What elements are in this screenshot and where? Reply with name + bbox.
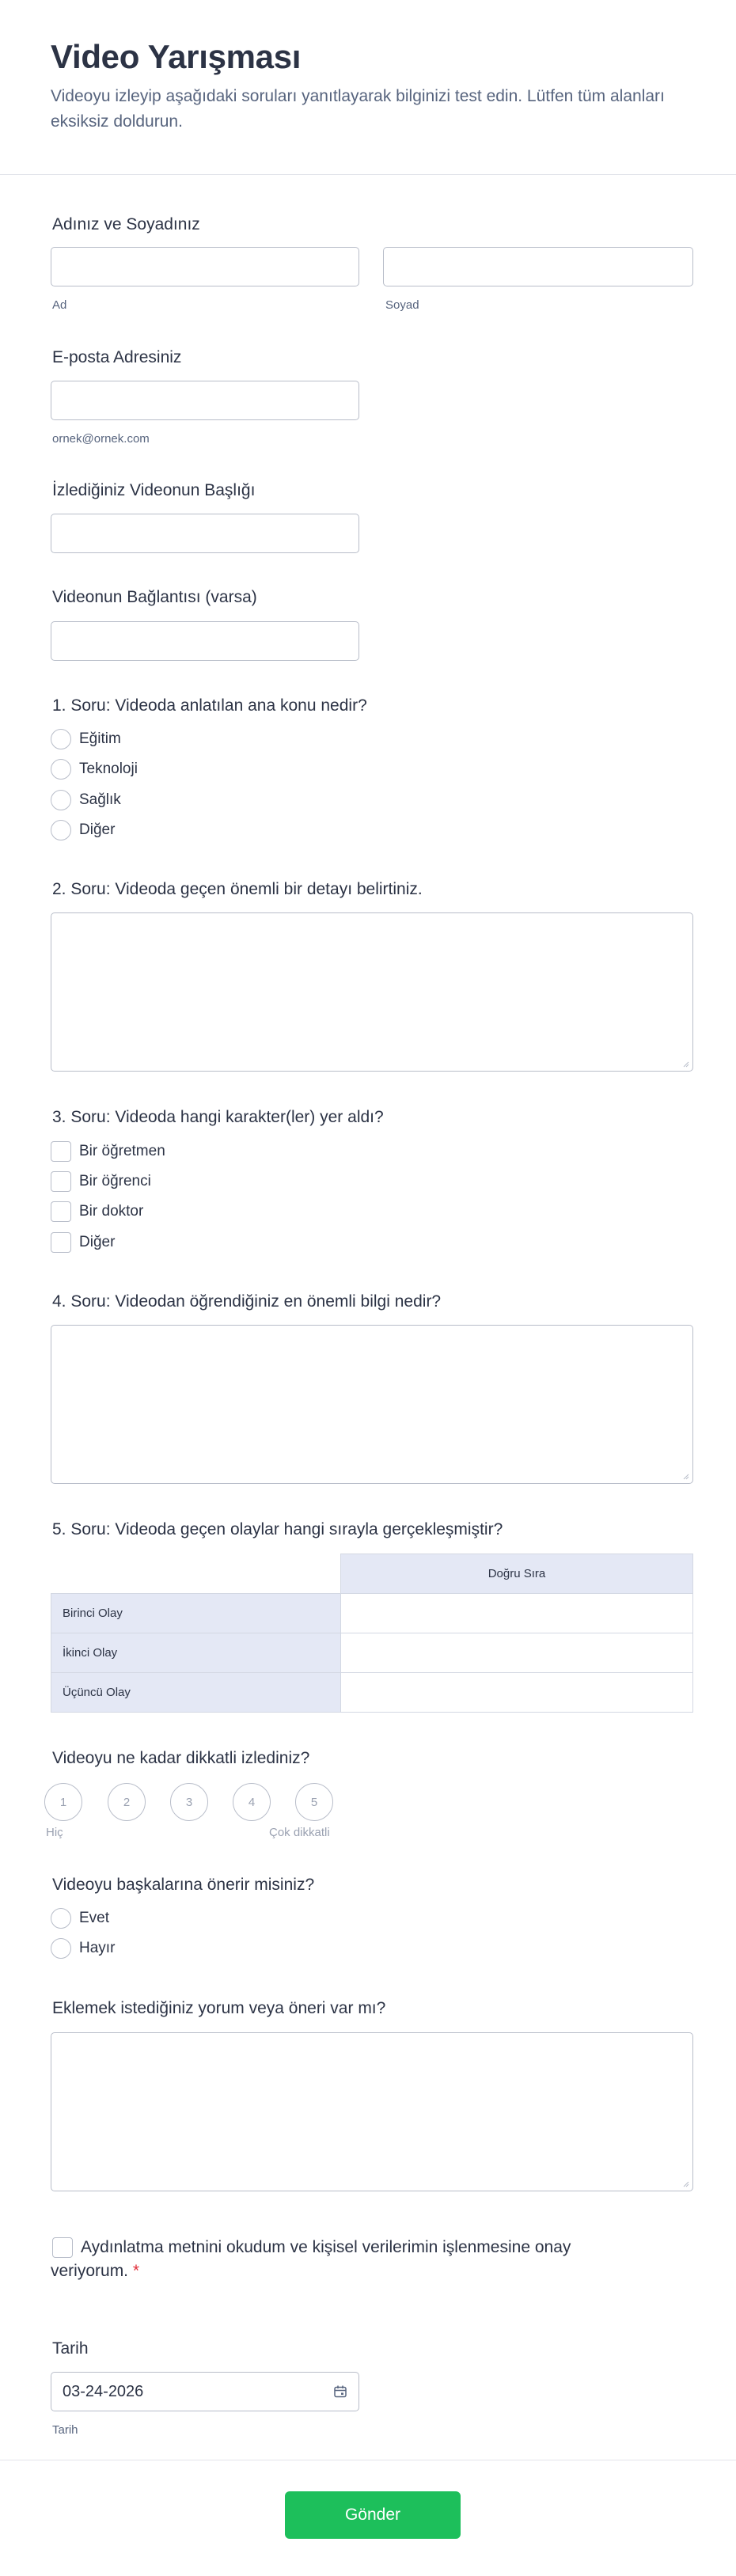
- last-name-input[interactable]: [383, 247, 693, 286]
- matrix-row-label: Üçüncü Olay: [51, 1673, 341, 1713]
- q3-label: 3. Soru: Videoda hangi karakter(ler) yer aldı?: [52, 1108, 384, 1126]
- q3-option[interactable]: [51, 1201, 143, 1222]
- q1-option-label: Eğitim: [79, 730, 121, 747]
- email-label: E-posta Adresiniz: [52, 348, 182, 366]
- matrix-row-label: İkinci Olay: [51, 1633, 341, 1673]
- video-link-label: Videonun Bağlantısı (varsa): [52, 588, 257, 606]
- first-name-input[interactable]: [51, 247, 359, 286]
- q3-option[interactable]: [51, 1171, 151, 1192]
- matrix-input-cell[interactable]: [341, 1633, 693, 1673]
- resize-grip-icon[interactable]: [681, 1060, 689, 1068]
- checkbox[interactable]: [51, 1141, 71, 1162]
- first-name-sublabel: Ad: [52, 298, 67, 312]
- consent-text: Aydınlatma metnini okudum ve kişisel verilerimin işlenmesine onay veriyorum.: [51, 2238, 571, 2280]
- q1-option[interactable]: [51, 729, 121, 749]
- email-sublabel: ornek@ornek.com: [52, 432, 150, 446]
- last-name-sublabel: Soyad: [385, 298, 419, 312]
- radio-button[interactable]: [51, 820, 71, 840]
- name-label: Adınız ve Soyadınız: [52, 215, 200, 233]
- resize-grip-icon[interactable]: [681, 1472, 689, 1480]
- comments-textarea[interactable]: [51, 2032, 693, 2191]
- header-divider: [0, 174, 736, 175]
- recommend-label: Videoyu başkalarına önerir misiniz?: [52, 1876, 315, 1894]
- matrix-corner: [51, 1554, 341, 1594]
- q3-option[interactable]: [51, 1232, 115, 1253]
- matrix-column-header: Doğru Sıra: [341, 1554, 693, 1594]
- q1-option[interactable]: [51, 790, 121, 810]
- email-input[interactable]: [51, 381, 359, 420]
- radio-button[interactable]: [51, 729, 71, 749]
- q1-option[interactable]: [51, 820, 115, 840]
- scale-option[interactable]: 3: [170, 1783, 208, 1821]
- scale-option[interactable]: 1: [44, 1783, 82, 1821]
- resize-grip-icon[interactable]: [681, 2180, 689, 2187]
- matrix-input-cell[interactable]: [341, 1673, 693, 1713]
- attention-label: Videoyu ne kadar dikkatli izlediniz?: [52, 1749, 310, 1767]
- checkbox[interactable]: [51, 1171, 71, 1192]
- radio-button[interactable]: [51, 1938, 71, 1959]
- radio-button[interactable]: [51, 790, 71, 810]
- submit-button[interactable]: Gönder: [285, 2491, 461, 2539]
- date-label: Tarih: [52, 2339, 89, 2358]
- q1-option-label: Diğer: [79, 821, 116, 838]
- radio-button[interactable]: [51, 759, 71, 780]
- q1-option-label: Teknoloji: [79, 761, 138, 777]
- q2-label: 2. Soru: Videoda geçen önemli bir detayı belirtiniz.: [52, 880, 423, 898]
- scale-option[interactable]: 5: [295, 1783, 333, 1821]
- q4-textarea[interactable]: [51, 1325, 693, 1484]
- q5-matrix: [51, 1554, 693, 1713]
- scale-option[interactable]: 4: [233, 1783, 271, 1821]
- recommend-option[interactable]: [51, 1938, 115, 1959]
- matrix-row-label: Birinci Olay: [51, 1594, 341, 1633]
- comments-label: Eklemek istediğiniz yorum veya öneri var mı?: [52, 1999, 386, 2017]
- q2-textarea[interactable]: [51, 912, 693, 1072]
- scale-max-label: Çok dikkatli: [269, 1826, 330, 1839]
- date-value: 03-24-2026: [63, 2382, 144, 2400]
- radio-button[interactable]: [51, 1908, 71, 1929]
- recommend-option-label: Hayır: [79, 1940, 116, 1956]
- form-title: Video Yarışması: [51, 38, 302, 75]
- calendar-icon[interactable]: [333, 2384, 347, 2399]
- q3-option-label: Bir öğrenci: [79, 1173, 151, 1189]
- q5-label: 5. Soru: Videoda geçen olaylar hangi sırayla gerçekleşmiştir?: [52, 1520, 503, 1538]
- form-subtitle: Videoyu izleyip aşağıdaki soruları yanıtlayarak bilginizi test edin. Lütfen tüm alanları eksiksiz doldurun.: [51, 87, 665, 131]
- matrix-input-cell[interactable]: [341, 1594, 693, 1633]
- q1-option-label: Sağlık: [79, 791, 121, 808]
- scale-min-label: Hiç: [46, 1826, 63, 1839]
- q1-label: 1. Soru: Videoda anlatılan ana konu nedir?: [52, 696, 367, 715]
- consent-text-block: [51, 2236, 597, 2283]
- q1-option[interactable]: [51, 759, 138, 780]
- q3-option[interactable]: [51, 1141, 165, 1162]
- q4-label: 4. Soru: Videodan öğrendiğiniz en önemli bilgi nedir?: [52, 1292, 442, 1311]
- q3-option-label: Bir doktor: [79, 1203, 144, 1220]
- video-link-input[interactable]: [51, 621, 359, 661]
- q3-option-label: Diğer: [79, 1234, 116, 1250]
- q3-option-label: Bir öğretmen: [79, 1143, 165, 1159]
- video-title-input[interactable]: [51, 514, 359, 553]
- checkbox[interactable]: [51, 1201, 71, 1222]
- recommend-option[interactable]: [51, 1908, 109, 1929]
- date-sublabel: Tarih: [52, 2423, 78, 2437]
- scale-option[interactable]: 2: [108, 1783, 146, 1821]
- checkbox[interactable]: [51, 1232, 71, 1253]
- date-input[interactable]: [51, 2372, 359, 2411]
- required-mark: *: [132, 2262, 140, 2280]
- video-title-label: İzlediğiniz Videonun Başlığı: [52, 481, 256, 499]
- recommend-option-label: Evet: [79, 1910, 110, 1926]
